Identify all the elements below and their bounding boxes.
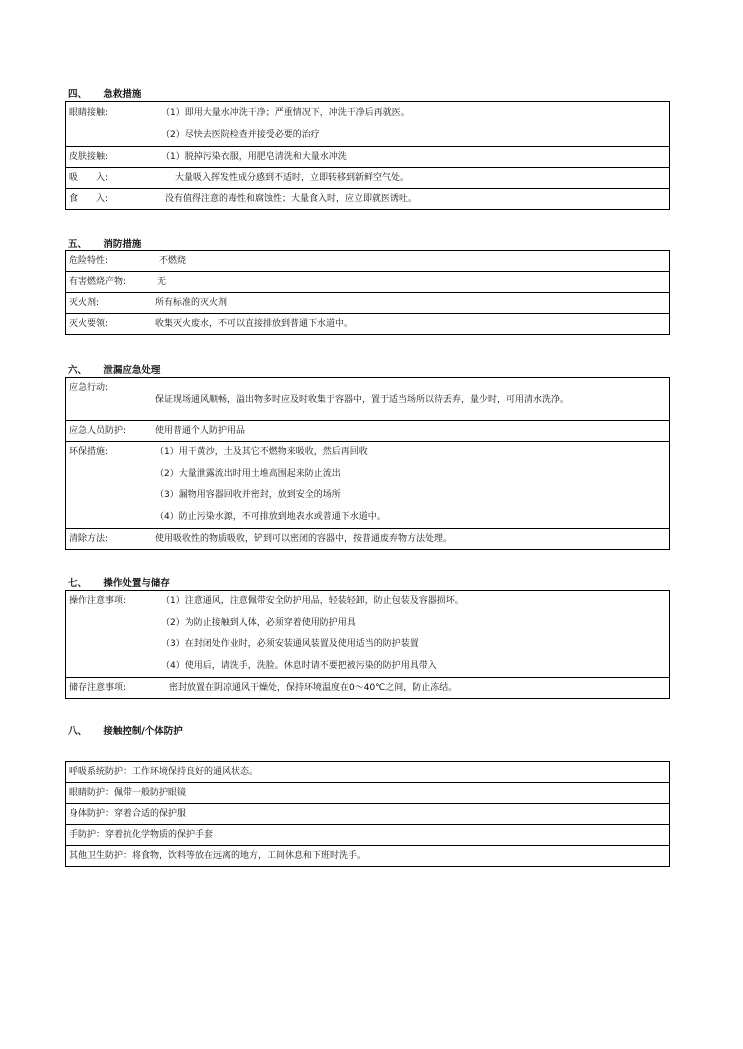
section-6-heading	[68, 362, 160, 376]
body-protection-text: 身体防护：穿着合适的保护服	[69, 809, 187, 819]
table-row	[66, 442, 670, 529]
hand-protection-text: 手防护：穿着抗化学物质的保护手套	[69, 830, 214, 840]
responder-protection-text: 使用普通个人防护用品	[155, 426, 246, 436]
skin-contact-label: 皮肤接触:	[69, 152, 109, 162]
combustion-products-label: 有害燃烧产物:	[69, 277, 127, 287]
handling-storage-table	[65, 590, 670, 699]
table-row	[66, 762, 670, 783]
extinguisher-cell	[66, 293, 670, 314]
environmental-step-1: （1）用干黄沙，土及其它不燃物来吸收，然后再回收	[155, 447, 368, 457]
table-row	[66, 314, 670, 335]
handling-step-2: （2）为防止接触到人体，必须穿着使用防护用具	[161, 617, 356, 628]
combustion-products-cell	[66, 272, 670, 293]
eye-contact-step-1: （1）即用大量水冲洗干净；严重情况下，冲洗干净后再就医。	[161, 108, 410, 118]
section-4-heading	[68, 86, 141, 100]
section-7-heading	[68, 575, 170, 589]
table-row	[66, 378, 670, 421]
ingestion-text: 没有值得注意的毒性和腐蚀性；大量食入时，应立即就医诱吐。	[165, 194, 418, 204]
ingestion-label: 食 入:	[69, 194, 109, 204]
inhalation-text: 大量吸入挥发性成分感到不适时，立即转移到新鲜空气处。	[175, 173, 410, 183]
section-8-heading	[68, 723, 183, 737]
handling-step-3: （3）在封闭处作业时，必须安装通风装置及使用适当的防护装置	[161, 639, 419, 649]
other-hygiene-text: 其他卫生防护：将食物，饮料等放在远离的地方，工间休息和下班时洗手。	[69, 851, 367, 861]
table-row	[66, 591, 670, 678]
responder-protection-label: 应急人员防护:	[69, 426, 127, 436]
responder-protection-cell	[66, 421, 670, 442]
table-row	[66, 168, 670, 189]
storage-precautions-cell	[66, 678, 670, 699]
section-8-number: 八、	[68, 726, 88, 737]
first-aid-table	[65, 101, 670, 210]
table-row	[66, 421, 670, 442]
inhalation-cell	[66, 168, 670, 189]
hazard-cell	[66, 251, 670, 272]
table-row	[66, 147, 670, 168]
firefighting-tips-cell	[66, 314, 670, 335]
cleanup-method-label: 清除方法:	[69, 534, 109, 544]
firefighting-table	[65, 250, 670, 335]
storage-precautions-text: 密封放置在阴凉通风干燥处，保持环境温度在0～40℃之间，防止冻结。	[169, 683, 458, 693]
section-5-title: 消防措施	[103, 239, 142, 250]
respiratory-protection-text: 呼吸系统防护：工作环境保持良好的通风状态。	[69, 767, 259, 777]
handling-precautions-label: 操作注意事项:	[69, 596, 127, 606]
emergency-action-cell	[66, 378, 670, 421]
spill-response-table	[65, 377, 670, 550]
hazard-label: 危险特性:	[69, 256, 109, 266]
environmental-step-4: （4）防止污染水源，不可排放到地表水或普通下水道中。	[155, 511, 386, 522]
table-row	[66, 251, 670, 272]
section-4-title: 急救措施	[103, 89, 142, 100]
table-row	[66, 529, 670, 550]
body-protection-cell	[66, 804, 670, 825]
environmental-step-2: （2）大量泄露流出时用土堆高围起来防止流出	[155, 468, 341, 479]
combustion-products-text: 无	[157, 277, 167, 287]
table-row	[66, 825, 670, 846]
table-row	[66, 102, 670, 147]
table-row	[66, 846, 670, 867]
table-row	[66, 293, 670, 314]
table-row	[66, 272, 670, 293]
section-6-title: 泄漏应急处理	[103, 365, 161, 376]
storage-precautions-label: 储存注意事项:	[69, 683, 127, 693]
cleanup-method-cell	[66, 529, 670, 550]
skin-contact-cell	[66, 147, 670, 168]
handling-step-1: （1）注意通风，注意佩带安全防护用品，轻装轻卸，防止包装及容器损坏。	[161, 596, 464, 606]
hand-protection-cell	[66, 825, 670, 846]
section-4-number: 四、	[68, 89, 88, 100]
section-5-number: 五、	[68, 239, 88, 250]
section-7-title: 操作处置与储存	[103, 578, 170, 589]
other-hygiene-cell	[66, 846, 670, 867]
environmental-measures-cell	[66, 442, 670, 529]
handling-precautions-cell	[66, 591, 670, 678]
eye-contact-label: 眼睛接触:	[69, 108, 109, 118]
handling-step-4: （4）使用后，请洗手，洗脸。休息时请不要把被污染的防护用具带入	[161, 660, 437, 671]
cleanup-method-text: 使用吸收性的物质吸收，铲到可以密闭的容器中，按普通废弃物方法处理。	[155, 534, 453, 544]
environmental-measures-label: 环保措施:	[69, 447, 109, 457]
eye-protection-cell	[66, 783, 670, 804]
section-7-number: 七、	[68, 578, 88, 589]
table-row	[66, 678, 670, 699]
respiratory-protection-cell	[66, 762, 670, 783]
ingestion-cell	[66, 189, 670, 210]
skin-contact-step-1: （1）脱掉污染衣服，用肥皂清洗和大量水冲洗	[161, 152, 347, 162]
hazard-text: 不燃烧	[159, 256, 187, 266]
firefighting-tips-label: 灭火要领:	[69, 319, 109, 329]
eye-contact-step-2: （2）尽快去医院检查并接受必要的治疗	[161, 130, 320, 140]
emergency-action-label: 应急行动:	[69, 383, 109, 393]
table-row	[66, 804, 670, 825]
section-8-title: 接触控制/个体防护	[103, 726, 183, 737]
extinguisher-text: 所有标准的灭火剂	[155, 298, 228, 308]
inhalation-label: 吸 入:	[69, 173, 109, 183]
extinguisher-label: 灭火剂:	[69, 298, 100, 308]
table-row	[66, 783, 670, 804]
emergency-action-text: 保证现场通风顺畅，溢出物多时应及时收集于容器中，置于适当场所以待丢弃，量少时，可用清水洗净。	[155, 395, 570, 405]
section-6-number: 六、	[68, 365, 88, 376]
eye-protection-text: 眼睛防护：佩带一般防护眼镜	[69, 788, 187, 798]
environmental-step-3: （3）漏物用容器回收并密封，放到安全的场所	[155, 490, 341, 500]
exposure-control-table	[65, 761, 670, 867]
section-5-heading	[68, 236, 141, 250]
table-row	[66, 189, 670, 210]
firefighting-tips-text: 收集灭火废水，不可以直接排放到普通下水道中。	[155, 319, 354, 329]
eye-contact-cell	[66, 102, 670, 147]
